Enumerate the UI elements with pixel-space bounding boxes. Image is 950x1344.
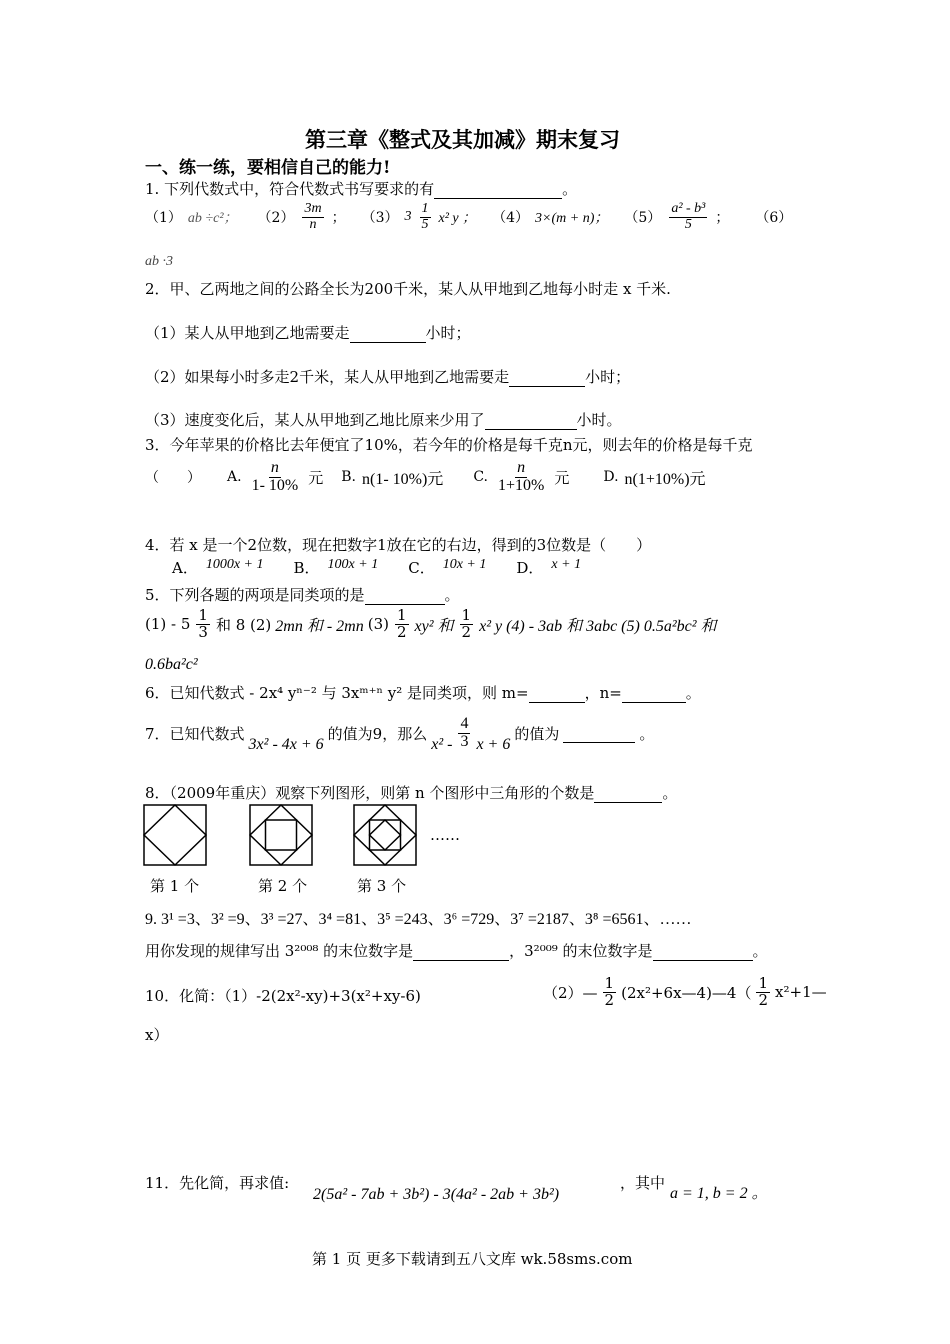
question-9-powers: 9. 3¹ =3、3² =9、3³ =27、3⁴ =81、3⁵ =243、3⁶ =729、3⁷ =2187、3⁸ =6561、…… (145, 911, 692, 928)
question-4-stem: 4．若 x 是一个2位数，现在把数字1放在它的右边，得到的3位数是（ ） (145, 536, 652, 554)
question-1-stem: 1. 下列代数式中，符合代数式书写要求的有 。 (145, 180, 578, 198)
question-2-stem: 2．甲、乙两地之间的公路全长为200千米，某人从甲地到乙地每小时走 x 千米. (145, 280, 671, 298)
question-3-options: （ ） A. $\frac{n}{1- 10\%}$ 元 B. n(1- 10%)元 C. $\frac{n}{1+10\%}$ 元 D. n(1+10%)元 (145, 459, 706, 494)
figure-1 (144, 805, 206, 865)
question-1-option-6: ab ·3 (145, 254, 173, 269)
fraction: $\frac{1}{2}$ (758, 974, 769, 1009)
question-8-stem: 8．（2009年重庆）观察下列图形，则第 n 个图形中三角形的个数是 。 (145, 784, 678, 802)
question-6: 6．已知代数式 - 2x⁴ yⁿ⁻² 与 3xᵐ⁺ⁿ y² 是同类项，则 m= ，n= 。 (145, 684, 701, 702)
question-7: 7．已知代数式 3x² - 4x + 6 的值为9，那么 x² - $\frac{4}{3}$ x + 6 的值为 。 (145, 715, 655, 754)
question-1-options: （1） ab ÷c²； （2） $\frac{3m}{n}$ ； （3） 3 $\frac{1}{5}$ x² y ； （4） 3×(m + n)； （5） $\frac{\text{a² - b³}}{5}$ ； （6） (145, 201, 793, 232)
section-heading: 一、练一练，要相信自己的能力! (145, 158, 391, 178)
question-10-part-1: 10．化简：（1）-2(2x²-xy)+3(x²+xy-6) (145, 987, 421, 1005)
question-5-stem: 5．下列各题的两项是同类项的是 。 (145, 586, 460, 604)
question-5-item-continued: 0.6ba²c² (145, 656, 198, 673)
question-11-condition: a = 1, b = 2 。 (670, 1185, 768, 1202)
fraction: $\frac{1}{2}$ (461, 606, 472, 641)
page-title: 第三章《整式及其加减》期末复习 (305, 127, 620, 152)
fraction: $\frac{\text{a² - b³}}{5}$ (671, 201, 706, 232)
fraction: $\frac{1}{5}$ (421, 201, 429, 232)
question-4-options: A． 1000x + 1 B． 100x + 1 C． 10x + 1 D． x + 1 (172, 557, 582, 577)
fraction: $\frac{3m}{n}$ (304, 201, 322, 232)
fraction: $\frac{n}{1+10\%}$ (497, 459, 545, 494)
question-11-where: ，其中 (620, 1174, 666, 1192)
figure-1-caption: 第 1 个 (150, 877, 200, 895)
question-11-expression: 2(5a² - 7ab + 3b²) - 3(4a² - 2ab + 3b²) (313, 1186, 560, 1203)
question-2-part-2: （2）如果每小时多走2千米，某人从甲地到乙地需要走 小时； (145, 368, 631, 386)
question-11-stem: 11．先化简，再求值: (145, 1174, 290, 1192)
question-5-items: (1) - 5 $\frac{1}{3}$ 和 8 (2) 2mn 和 - 2mn (3) $\frac{1}{2}$ xy² 和 $\frac{1}{2}$ x² y (4) - 3ab 和 3abc (5) 0.5a²bc² 和 (145, 606, 717, 641)
nested-squares-figures (142, 803, 442, 867)
question-9-question: 用你发现的规律写出 3²⁰⁰⁸ 的末位数字是 ，3²⁰⁰⁹ 的末位数字是 。 (145, 942, 768, 960)
page-footer: 第 1 页 更多下载请到五八文库 wk.58sms.com (312, 1250, 633, 1268)
fraction: $\frac{n}{1- 10\%}$ (251, 459, 299, 494)
figures-ellipsis: …… (430, 826, 460, 844)
fraction: $\frac{1}{3}$ (198, 606, 208, 641)
question-2-part-1: （1）某人从甲地到乙地需要走 小时； (145, 324, 471, 342)
figure-2 (250, 805, 312, 865)
fraction: $\frac{1}{2}$ (604, 974, 615, 1009)
question-3-stem: 3．今年苹果的价格比去年便宜了10%，若今年的价格是每千克n元，则去年的价格是每千克 (145, 436, 753, 454)
figure-3 (354, 805, 416, 865)
fraction: $\frac{1}{2}$ (396, 606, 407, 641)
question-2-part-3: （3）速度变化后，某人从甲地到乙地比原来少用了 小时。 (145, 411, 622, 429)
figure-3-caption: 第 3 个 (357, 877, 407, 895)
figure-2-caption: 第 2 个 (258, 877, 308, 895)
question-10-part-2: （2）— $\frac{1}{2}$ (2x²+6x—4)—4（ $\frac{1}{2}$ x²+1— (543, 974, 827, 1009)
fraction: $\frac{4}{3}$ (460, 715, 469, 750)
question-10-part-2-continued: x） (145, 1026, 169, 1044)
